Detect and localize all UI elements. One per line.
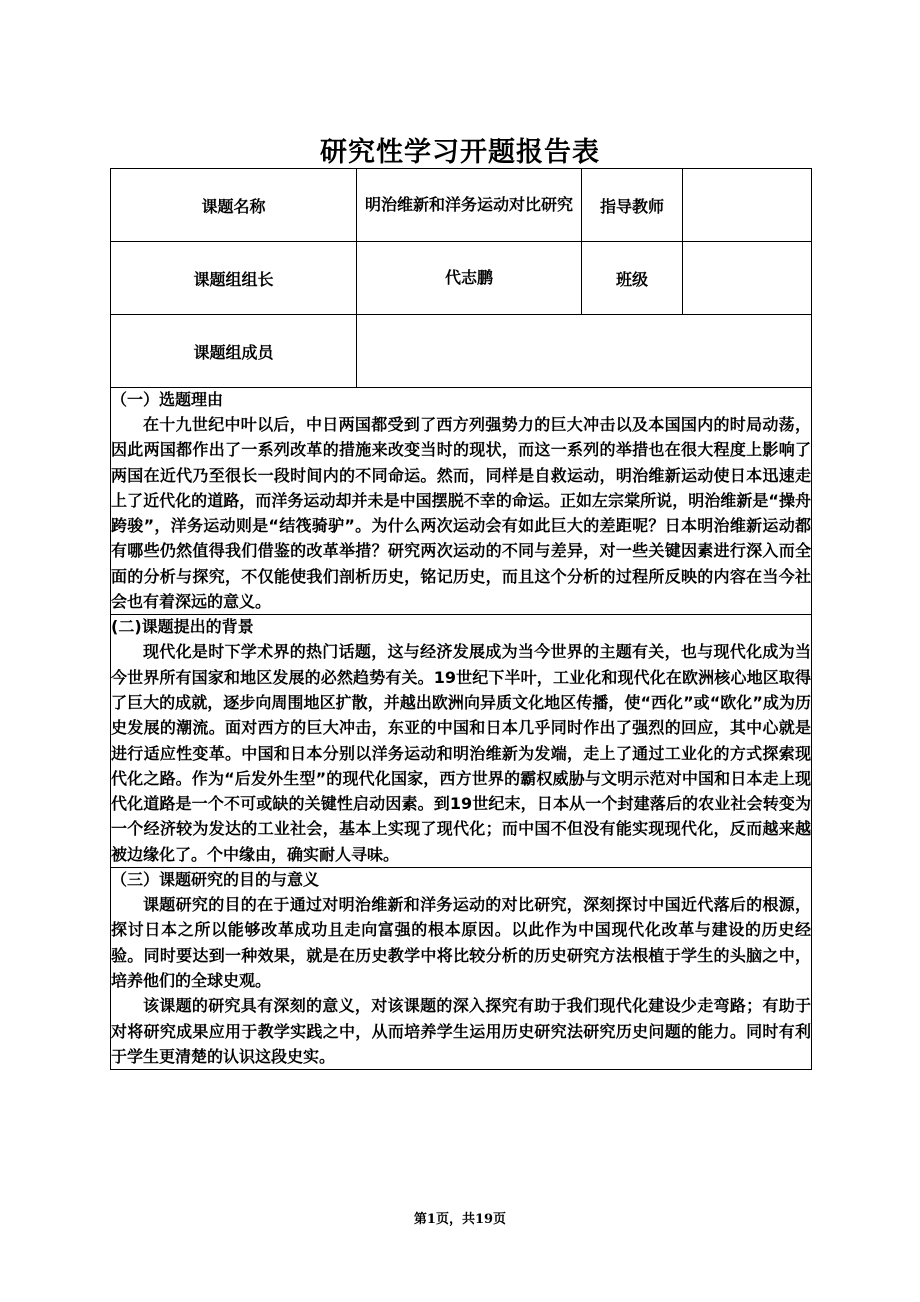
page-footer: 第1页，共19页: [413, 1212, 507, 1227]
class-value: [683, 242, 812, 315]
class-label: 班级: [582, 242, 683, 315]
section-paragraph: 该课题的研究具有深刻的意义，对该课题的深入探究有助于我们现代化建设少走弯路；有助于对将研究成果应用于教学实践之中，从而培养学生运用历史研究法研究历史问题的能力。同时有利于学生更清楚的认识这段史实。: [111, 996, 811, 1066]
section-purpose: [111, 868, 812, 1070]
leader-value: 代志鹏: [357, 242, 582, 315]
section-reason: [111, 388, 812, 615]
members-row: [111, 315, 812, 388]
section-purpose-row: [111, 868, 812, 1070]
section-reason-row: [111, 388, 812, 615]
members-label: 课题组成员: [111, 315, 357, 388]
advisor-value: [683, 169, 812, 242]
section-heading: （三）课题研究的目的与意义: [111, 870, 320, 890]
leader-row: [111, 242, 812, 315]
page-title: 研究性学习开题报告表: [320, 137, 600, 168]
advisor-label: 指导教师: [582, 169, 683, 242]
report-form-table: [110, 168, 812, 1070]
topic-label: 课题名称: [111, 169, 357, 242]
topic-value: 明治维新和洋务运动对比研究: [357, 169, 582, 242]
section-paragraph: 课题研究的目的在于通过对明治维新和洋务运动的对比研究，深刻探讨中国近代落后的根源，探讨日本之所以能够改革成功且走向富强的根本原因。以此作为中国现代化改革与建设的历史经验。同时要达到一种效果，就是在历史教学中将比较分析的历史研究方法根植于学生的头脑之中，培养他们的全球史观。: [111, 895, 811, 990]
section-heading: (二)课题提出的背景: [111, 617, 254, 637]
section-paragraph: 现代化是时下学术界的热门话题，这与经济发展成为当今世界的主题有关，也与现代化成为当今世界所有国家和地区发展的必然趋势有关。19世纪下半叶，工业化和现代化在欧洲核心地区取得了巨大的成就，逐步向周围地区扩散，并越出欧洲向异质文化地区传播，使“西化”或“欧化”成为历史发展的潮流。面对西方的巨大冲击，东亚的中国和日本几乎同时作出了强烈的回应，其中心就是进行适应性变革。中国和日本分别以洋务运动和明治维新为发端，走上了通过工业化的方式探索现代化之路。作为“后发外生型”的现代化国家，西方世界的霸权威胁与文明示范对中国和日本走上现代化道路是一个不可或缺的关键性启动因素。到19世纪末，日本从一个封建落后的农业社会转变为一个经济较为发达的工业社会，基本上实现了现代化；而中国不但没有能实现现代化，反而越来越被边缘化了。个中缘由，确实耐人寻味。: [111, 642, 811, 864]
members-value: [357, 315, 812, 388]
section-heading: （一）选题理由: [111, 390, 224, 409]
section-paragraph: 在十九世纪中叶以后，中日两国都受到了西方列强势力的巨大冲击以及本国国内的时局动荡，因此两国都作出了一系列改革的措施来改变当时的现状，而这一系列的举措也在很大程度上影响了两国在近代乃至很长一段时间内的不同命运。然而，同样是自救运动，明治维新运动使日本迅速走上了近代化的道路，而洋务运动却并未是中国摆脱不幸的命运。正如左宗棠所说，明治维新是“操舟跨骏”，洋务运动则是“结筏骑驴”。为什么两次运动会有如此巨大的差距呢？日本明治维新运动都有哪些仍然值得我们借鉴的改革举措？研究两次运动的不同与差异，对一些关键因素进行深入而全面的分析与探究，不仅能使我们剖析历史，铭记历史，而且这个分析的过程所反映的内容在当今社会也有着深远的意义。: [111, 415, 811, 612]
section-background-row: [111, 615, 812, 868]
topic-row: [111, 169, 812, 242]
leader-label: 课题组组长: [111, 242, 357, 315]
section-background: [111, 615, 812, 868]
